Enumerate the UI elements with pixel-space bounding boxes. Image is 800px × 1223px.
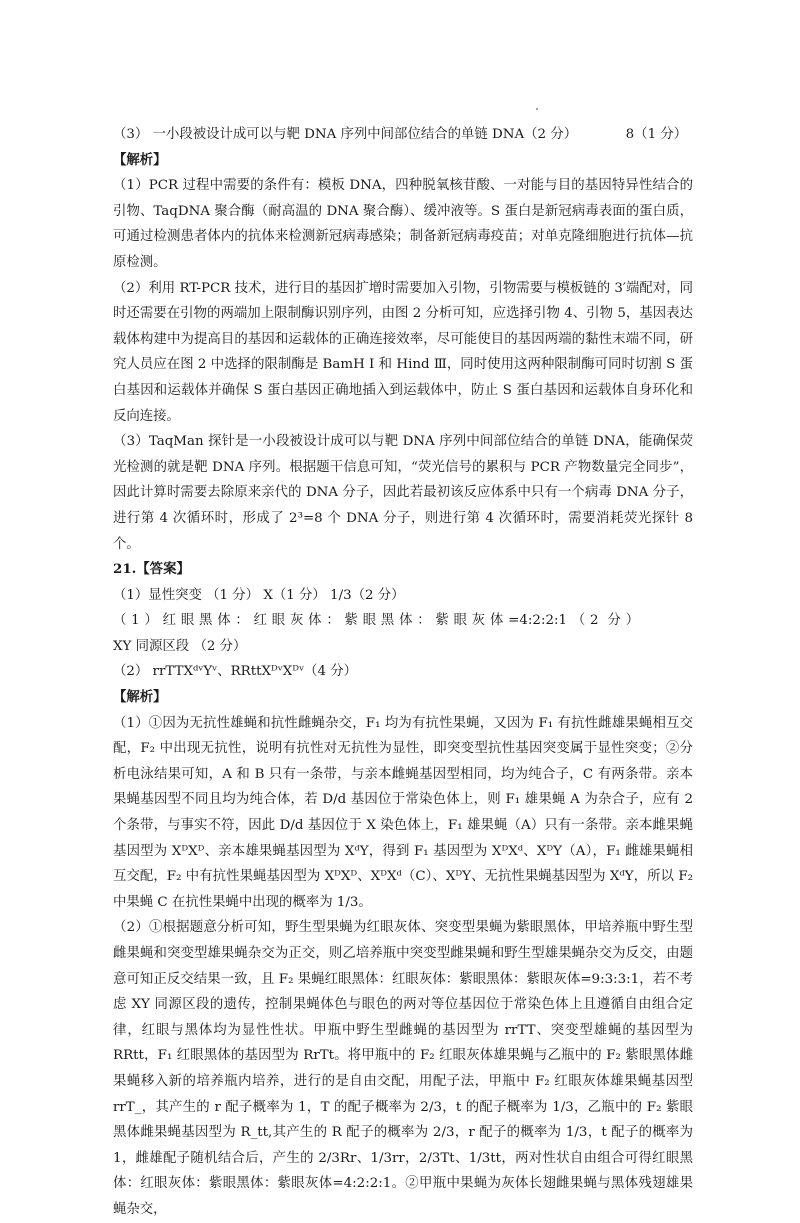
q20-analysis-1: （1）PCR 过程中需要的条件有：模板 DNA，四种脱氧核苷酸、一对能与目的基因特异性结合的引物、TaqDNA 聚合酶（耐高温的 DNA 聚合酶）、缓冲液等。S 蛋白是新冠病毒表面的蛋白质，可通过检测患者体内的抗体来检测新冠病毒感染；制备新冠病毒疫苗；对单克隆细胞进行抗体—抗原检测。 (113, 178, 693, 270)
q21-answer-2b: XY 同源区段 （2 分） (113, 638, 247, 654)
q21-answer-2a: （1）红眼黑体：红眼灰体：紫眼黑体：紫眼灰体=4:2:2:1（2 分） (113, 613, 644, 629)
q20-answer-3: （3） 一小段被设计成可以与靶 DNA 序列中间部位结合的单链 DNA（2 分） (113, 127, 578, 142)
analysis-heading: 【解析】 (113, 151, 167, 168)
q21-answer-3: （2） rrTTXᵈᵛYᵛ、RRttXᴰᵛXᴰᵛ（4 分） (113, 664, 358, 680)
q20-analysis-3: （3）TaqMan 探针是一小段被设计成可以与靶 DNA 序列中间部位结合的单链 DNA，能确保荧光检测的就是靶 DNA 序列。根据题干信息可知，“荧光信号的累积与 PCR 产物数量完全同步”，因此计算时需要去除原来亲代的 DNA 分子，因此若最初该反应体系中只有一个病毒 DNA 分子，进行第 4 次循环时，形成了 2³=8 个 DNA 分子，则进行第 4 次循环时，需要消耗荧光探针 8 个。 (113, 434, 693, 552)
q21-answer-1: （1）显性突变 （1 分） X（1 分） 1/3（2 分） (113, 587, 405, 603)
q20-answer-3-line (113, 122, 693, 148)
q21-analysis-2: （2）①根据题意分析可知，野生型果蝇为红眼灰体、突变型果蝇为紫眼黑体，甲培养瓶中野生型雌果蝇和突变型雄果蝇杂交为正交，则乙培养瓶中突变型雌果蝇和野生型雄果蝇杂交为反交，由题意可知正反交结果一致，且 F₂ 果蝇红眼黑体：红眼灰体：紫眼黑体：紫眼灰体=9:3:3:1，若不考虑 XY 同源区段的遗传，控制果蝇体色与眼色的两对等位基因位于常染色体上且遵循自由组合定律，红眼与黑体均为显性性状。甲瓶中野生型雌蝇的基因型为 rrTT、突变型雄蝇的基因型为 RRtt，F₁ 红眼黑体的基因型为 RrTt。将甲瓶中的 F₂ 红眼灰体雄果蝇与乙瓶中的 F₂ 紫眼黑体雌果蝇移入新的培养瓶内培养，进行的是自由交配，用配子法，甲瓶中 F₂ 红眼灰体雄果蝇基因型 rrT_，其产生的 r 配子概率为 1，T 的配子概率为 2/3，t 的配子概率为 1/3，乙瓶中的 F₂ 紫眼黑体雌果蝇基因型为 R_tt,其产生的 R 配子的概率为 2/3，r 配子的概率为 1/3，t 配子的概率为 1，雌雄配子随机结合后，产生的 2/3Rr、1/3rr，2/3Tt、1/3tt，两对性状自由组合可得红眼黑体：红眼灰体：紫眼黑体：紫眼灰体=4:2:2:1。②甲瓶中果蝇为灰体长翅雌果蝇与黑体残翅雄果蝇杂交， (113, 920, 693, 1217)
q21-analysis-1: （1）①因为无抗性雄蝇和抗性雌蝇杂交，F₁ 均为有抗性果蝇，又因为 F₁ 有抗性雌雄果蝇相互交配，F₂ 中出现无抗性，说明有抗性对无抗性为显性，即突变型抗性基因突变属于显性突变；②分析电泳结果可知，A 和 B 只有一条带，与亲本雌蝇基因型相同，均为纯合子，C 有两条带。亲本果蝇基因型不同且均为纯合体，若 D/d 基因位于常染色体上，则 F₁ 雄果蝇 A 为杂合子，应有 2 个条带，与事实不符，因此 D/d 基因位于 X 染色体上，F₁ 雄果蝇（A）只有一条带。亲本雌果蝇基因型为 XᴰXᴰ、亲本雄果蝇基因型为 XᵈY，得到 F₁ 基因型为 XᴰXᵈ、XᴰY（A），F₁ 雌雄果蝇相互交配，F₂ 中有抗性果蝇基因型为 XᴰXᴰ、XᴰXᵈ（C）、XᴰY、无抗性果蝇基因型为 XᵈY，所以 F₂ 中果蝇 C 在抗性果蝇中出现的概率为 1/3。 (113, 715, 693, 910)
q21-answer-heading: 21.【答案】 (113, 561, 190, 578)
scan-speck (536, 108, 538, 110)
q21-analysis-heading: 【解析】 (113, 689, 167, 706)
document-body (113, 122, 693, 1223)
q21-answer-2-line (113, 608, 693, 659)
q20-analysis-2: （2）利用 RT-PCR 技术，进行目的基因扩增时需要加入引物，引物需要与模板链的 3′端配对，同时还需要在引物的两端加上限制酶识别序列，由图 2 分析可知，应选择引物 4、引物 5，基因表达载体构建中为提高目的基因和运载体的正确连接效率，尽可能使目的基因两端的黏性末端不同，研究人员应在图 2 中选择的限制酶是 BamH I 和 Hind Ⅲ，同时使用这两种限制酶可同时切割 S 蛋白基因和运载体并确保 S 蛋白基因正确地插入到运载体中，防止 S 蛋白基因和运载体自身环化和反向连接。 (113, 280, 693, 424)
q20-answer-3-score: 8（1 分） (625, 127, 688, 142)
